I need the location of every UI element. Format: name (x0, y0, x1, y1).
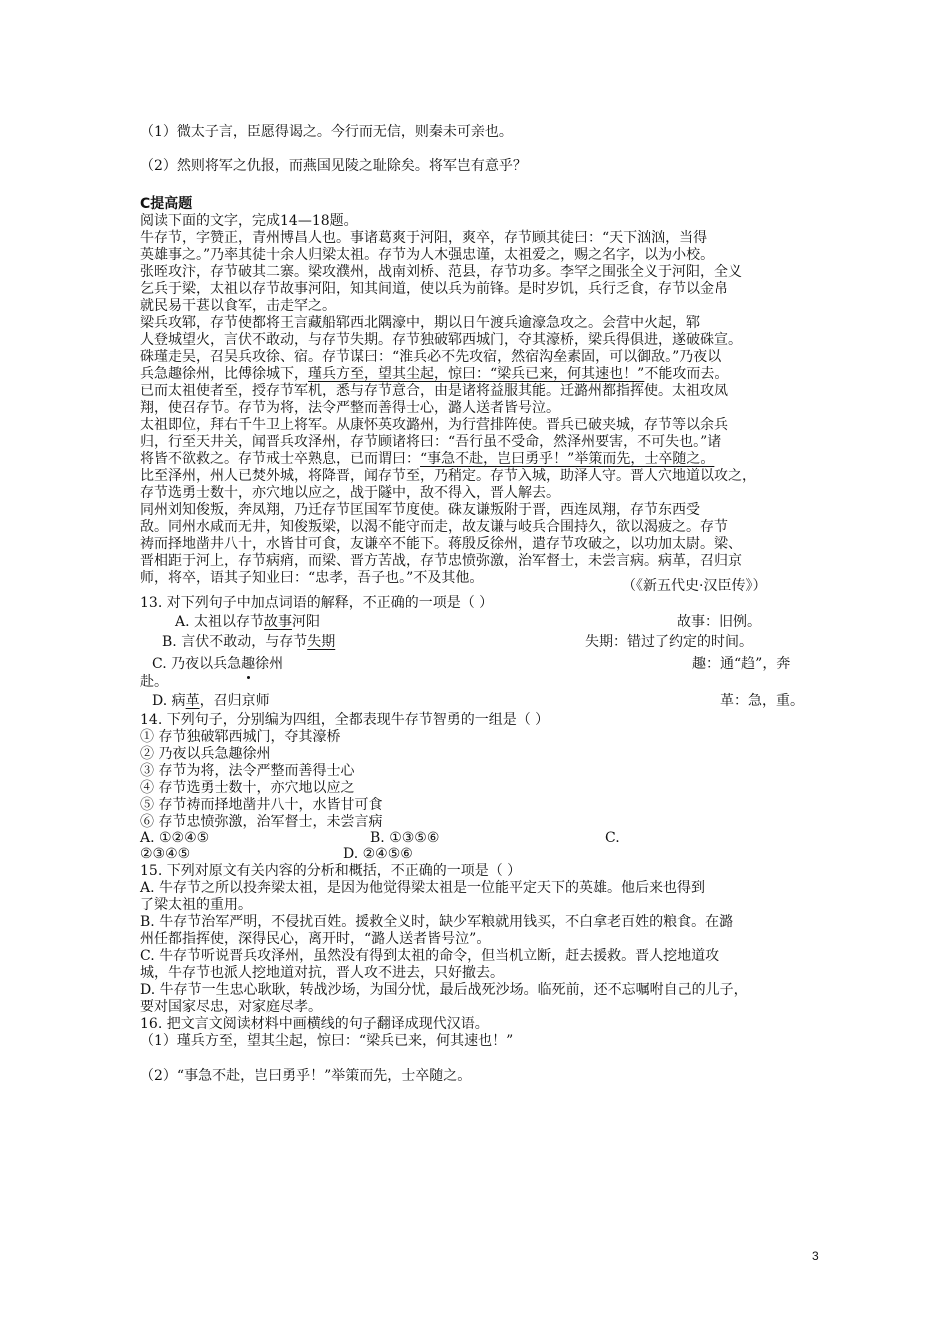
q14-option-c: C. (605, 830, 620, 846)
q14-item: ② 乃夜以兵急趣徐州 (140, 746, 271, 762)
passage-line: 比至泽州，州人已焚外城，将降晋，闻存节至，乃稍定。存节入城，助泽人守。晋人穴地道以攻之， (140, 468, 756, 484)
q15-option-line: 州任都指挥使，深得民心，离开时，“潞人送者皆号泣”。 (140, 931, 491, 947)
q14-option-c-value: ②③④⑤ (140, 846, 191, 862)
passage-line: 人登城望火，言伏不敢动，与存节失期。存节独破郓西城门，夺其濠桥，梁兵得俱进，遂破硃宣。 (140, 332, 742, 348)
q13-gloss-b: 失期：错过了约定的时间。 (585, 634, 753, 650)
q15-option-line: B. 牛存节治军严明，不侵扰百姓。援救全义时，缺少军粮就用钱买，不白拿老百姓的粮食。在潞 (140, 914, 734, 930)
translation-item-2: （2）然则将军之仇报，而燕国见陵之耻除矣。将军岂有意乎？ (140, 158, 527, 174)
passage-source: （《新五代史·汉臣传》） (622, 578, 767, 594)
q13-option-d: D. 病革，召归京师 (152, 693, 270, 709)
q14-option-d: D. ②④⑤⑥ (343, 846, 413, 862)
q15-option-line: D. 牛存节一生忠心耿耿，转战沙场，为国分忧，最后战死沙场。临死前，还不忘嘱咐自己的儿子， (140, 982, 748, 998)
page-number: 3 (812, 1249, 819, 1263)
q14-item: ⑤ 存节祷而择地凿井八十，水皆甘可食 (140, 797, 383, 813)
passage-line: 存节选勇士数十，亦穴地以应之，战于隧中，敌不得入，晋人解去。 (140, 485, 560, 501)
q15-option-line: 要对国家尽忠，对家庭尽孝。 (140, 999, 322, 1015)
q13-gloss-a: 故事：旧例。 (677, 614, 761, 630)
question-16-stem: 16. 把文言文阅读材料中画横线的句子翻译成现代汉语。 (140, 1016, 489, 1032)
passage-line: 祷而择地凿井八十，水皆甘可食，友谦卒不能下。蒋殷反徐州，遣存节攻破之，以功加太尉。梁、 (140, 536, 742, 552)
underlined-sentence-2: “事急不赴，岂曰勇乎！”举策而先，士卒随之。 (420, 451, 715, 467)
section-intro: 阅读下面的文字，完成14—18题。 (140, 213, 358, 229)
question-14-stem: 14. 下列句子，分别编为四组，全都表现牛存节智勇的一组是（ ） (140, 712, 550, 728)
passage-text: 不能攻而去。 (644, 366, 729, 382)
translation-item-1: （1）微太子言，臣愿得谒之。今行而无信，则秦未可亲也。 (140, 124, 513, 140)
passage-line: 晋相距于河上，存节病痟，而梁、晋方苦战，存节忠愤弥激，治军督士，未尝言病。病革，召归京 (140, 553, 742, 569)
q13-marked-word: 故事 (264, 614, 293, 630)
q16-translation-2: （2）“事急不赴，岂曰勇乎！”举策而先，士卒随之。 (140, 1068, 472, 1084)
passage-line: 硃瑾走吴，召吴兵攻徐、宿。存节谋曰：“淮兵必不先攻宿，然宿沟垒素固，可以御敌。”乃夜以 (140, 349, 722, 365)
q13-gloss-c-cont: 赴。 (140, 674, 168, 690)
q13-option-c: C. 乃夜以兵急趣徐州 (152, 656, 284, 672)
section-title: C提高题 (140, 196, 193, 212)
q13-option-a: A. 太祖以存节故事河阳 (175, 614, 321, 630)
passage-line (140, 366, 728, 383)
passage-line: 就民易干葚以食军，击走罕之。 (140, 298, 336, 314)
passage-line: 师，将卒，语其子知业曰：“忠孝，吾子也。”不及其他。 (140, 570, 484, 586)
passage-line: 太祖即位，拜右千牛卫上将军。从康怀英攻潞州，为行营排阵使。晋兵已破夹城，存节等以余兵 (140, 417, 728, 433)
passage-line: 梁兵攻郓，存节使都将王言藏船郓西北隅濠中，期以日午渡兵逾濠急攻之。会营中火起，郓 (140, 315, 700, 331)
q13-gloss-c: 趣：通“趋”，奔 (692, 656, 791, 672)
question-13-stem: 13. 对下列句子中加点词语的解释，不正确的一项是（ ） (140, 595, 494, 611)
q13-marked-word: 失期 (307, 634, 336, 650)
q13-gloss-d: 革：急，重。 (720, 693, 804, 709)
q14-item: ⑥ 存节忠愤弥激，治军督士，未尝言病 (140, 814, 383, 830)
passage-line: 敌。同州水咸而无井，知俊叛梁，以渴不能守而走，故友谦与岐兵合围持久，欲以渴疲之。存节 (140, 519, 728, 535)
passage-text: 将皆不欲救之。存节戒士卒熟息，已而谓曰： (140, 451, 420, 467)
underlined-sentence-1: 瑾兵方至，望其尘起，惊曰：“梁兵已来，何其速也！” (308, 366, 645, 382)
passage-line: 归，行至天井关，闻晋兵攻泽州，存节顾诸将曰：“吾行虽不受命，然泽州要害，不可失也。”诸 (140, 434, 722, 450)
q13-marked-word: 趣 (241, 656, 256, 672)
passage-line: 翔，使召存节。存节为将，法令严整而善得士心，潞人送者皆号泣。 (140, 400, 560, 416)
q13-option-b: B. 言伏不敢动，与存节失期 (162, 634, 336, 650)
question-15-stem: 15. 下列对原文有关内容的分析和概括，不正确的一项是（ ） (140, 863, 522, 879)
q15-option-line: 城，牛存节也派人挖地道对抗，晋人攻不进去，只好撤去。 (140, 965, 504, 981)
passage-line: 张晊攻汴，存节破其二寨。梁攻濮州，战南刘桥、范县，存节功多。李罕之围张全义于河阳，全义 (140, 264, 742, 280)
passage-line: 乞兵于梁，太祖以存节故事河阳，知其间道，使以兵为前锋。是时岁饥，兵行乏食，存节以金帛 (140, 281, 728, 297)
q13-marked-word: 革 (185, 693, 200, 709)
q15-option-line: 了梁太祖的重用。 (140, 897, 252, 913)
q15-option-line: C. 牛存节听说晋兵攻泽州，虽然没有得到太祖的命令，但当机立断，赶去援救。晋人挖地道攻 (140, 948, 720, 964)
q14-option-b: B. ①③⑤⑥ (370, 830, 440, 846)
q15-option-line: A. 牛存节之所以投奔梁太祖，是因为他觉得梁太祖是一位能平定天下的英雄。他后来也得到 (140, 880, 706, 896)
q14-item: ③ 存节为将，法令严整而善得士心 (140, 763, 355, 779)
passage-line (140, 451, 714, 468)
q14-item: ① 存节独破郓西城门，夺其濠桥 (140, 729, 341, 745)
passage-line: 同州刘知俊叛，奔凤翔，乃迁存节匡国军节度使。硃友谦叛附于晋，西连凤翔，存节东西受 (140, 502, 700, 518)
q14-option-a: A. ①②④⑤ (140, 830, 210, 846)
q16-translation-1: （1）瑾兵方至，望其尘起，惊曰：“梁兵已来，何其速也！” (140, 1033, 514, 1049)
passage-text: 兵急趣徐州，比傅徐城下， (140, 366, 308, 382)
passage-line: 牛存节，字赞正，青州博昌人也。事诸葛爽于河阳，爽卒，存节顾其徒曰：“天下汹汹，当得 (140, 230, 708, 246)
passage-line: 英雄事之。”乃率其徒十余人归梁太祖。存节为人木强忠谨，太祖爱之，赐之名字，以为小校。 (140, 247, 715, 263)
passage-line: 已而太祖使者至，授存节军机，悉与存节意合，由是诸将益服其能。迁潞州都指挥使。太祖攻凤 (140, 383, 728, 399)
q14-item: ④ 存节选勇士数十，亦穴地以应之 (140, 780, 355, 796)
